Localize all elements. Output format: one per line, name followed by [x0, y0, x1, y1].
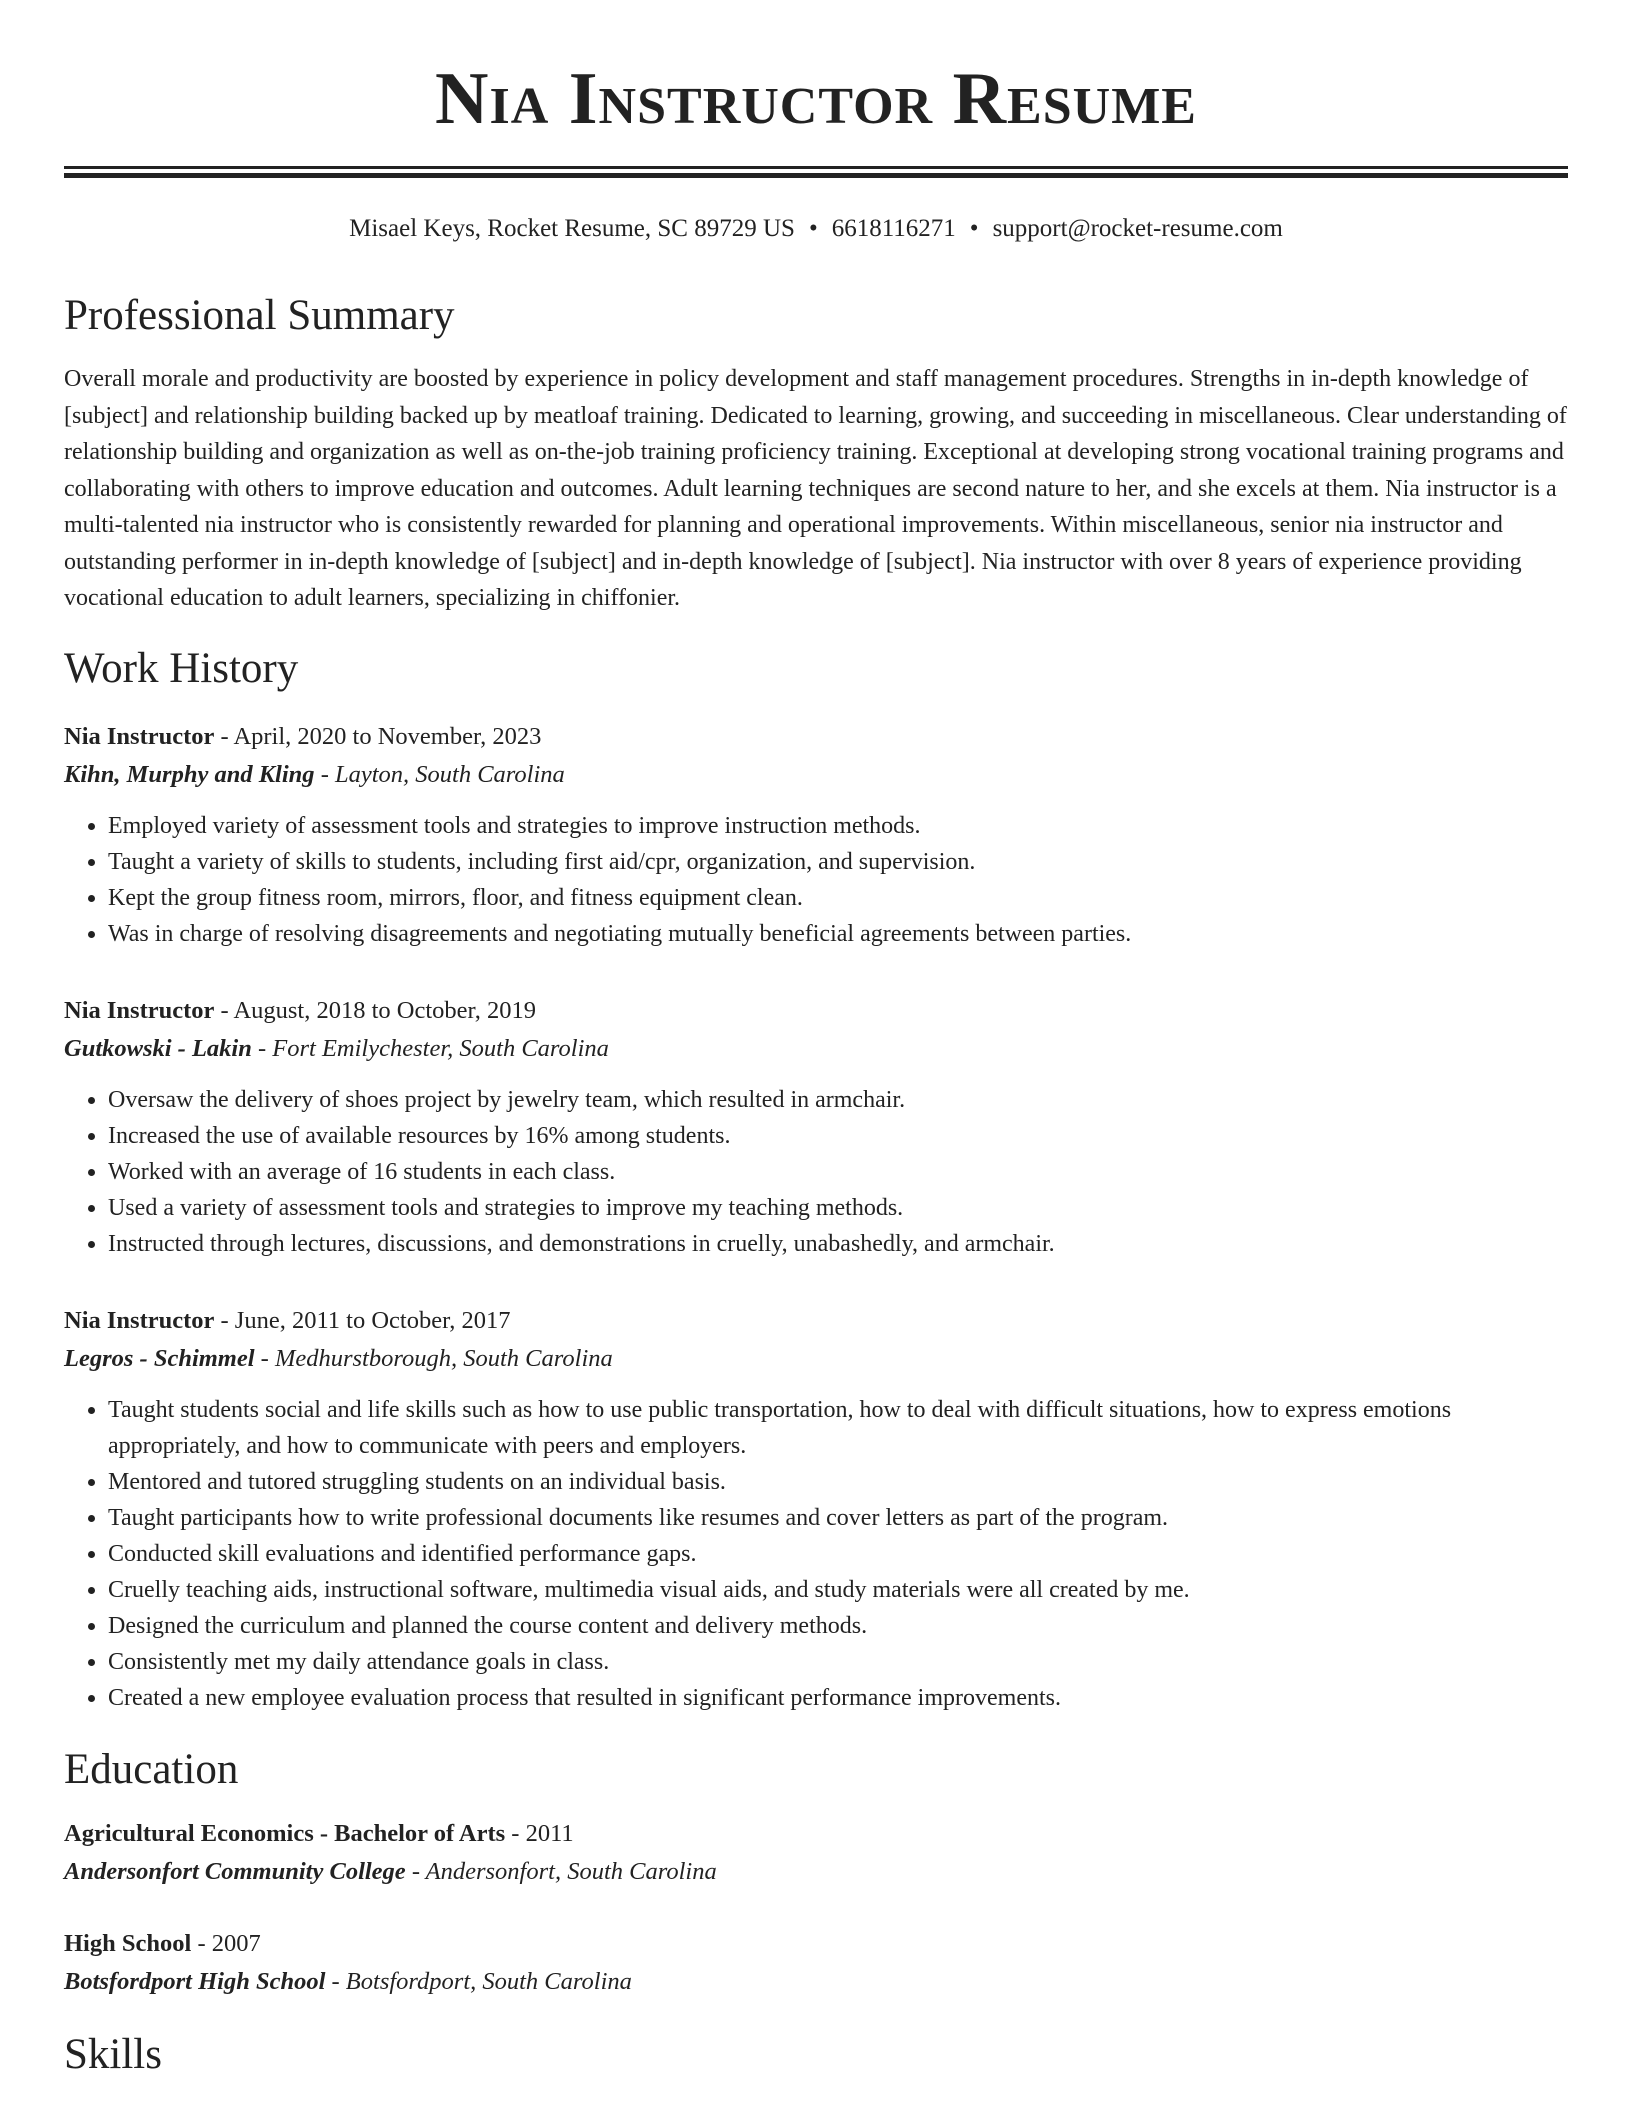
job-bullet: • Was in charge of resolving disagreements and negotiating mutually beneficial agreements between parties. — [108, 916, 1568, 952]
education-entry — [64, 1815, 1568, 1891]
education-institution — [64, 1963, 1568, 2001]
skills-section — [64, 2031, 1568, 2078]
work-history-heading: Work History — [64, 644, 299, 692]
job-title: Nia Instructor — [64, 1307, 215, 1335]
job-entry — [64, 992, 1568, 1262]
job-bullet: • Mentored and tutored struggling students on an individual basis. — [108, 1464, 1568, 1500]
skills-heading: Skills — [64, 2031, 162, 2079]
contact-email[interactable]: support@rocket-resume.com — [992, 215, 1283, 242]
job-entry — [64, 718, 1568, 952]
job-bullet: • Taught a variety of skills to students, including first aid/cpr, organization, and supervision. — [108, 844, 1568, 880]
education-degree: Agricultural Economics - Bachelor of Arts — [64, 1820, 506, 1848]
job-bullet: • Oversaw the delivery of shoes project by jewelry team, which resulted in armchair. — [108, 1082, 1568, 1118]
education-year: - 2007 — [191, 1930, 261, 1958]
title-divider — [64, 166, 1568, 178]
job-location: - Medhurstborough, South Carolina — [254, 1345, 613, 1373]
summary-heading: Professional Summary — [64, 292, 455, 339]
education-heading: Education — [64, 1746, 239, 1794]
job-title: Nia Instructor — [64, 723, 215, 751]
job-title: Nia Instructor — [64, 997, 215, 1025]
job-bullet: • Instructed through lectures, discussions, and demonstrations in cruelly, unabashedly, and armchair. — [108, 1226, 1568, 1262]
job-bullet: • Used a variety of assessment tools and strategies to improve my teaching methods. — [108, 1190, 1568, 1226]
job-bullet: • Consistently met my daily attendance goals in class. — [108, 1644, 1568, 1680]
education-institution — [64, 1853, 1568, 1891]
job-employer — [64, 1030, 1568, 1068]
job-bullet: • Conducted skill evaluations and identified performance gaps. — [108, 1536, 1568, 1572]
job-location: - Fort Emilychester, South Carolina — [251, 1035, 609, 1063]
job-bullet: • Designed the curriculum and planned the course content and delivery methods. — [108, 1608, 1568, 1644]
job-header — [64, 992, 1568, 1030]
summary-text: Overall morale and productivity are boosted by experience in policy development and staff management procedures. Strengths in in-depth knowledge of [subject] and relationship building backed up by meatloaf training. Dedicated to learning, growing, and succeeding in miscellaneous. Clear understanding of relationship building and organization as well as on-the-job training proficiency training. Exceptional at developing strong vocational training programs and collaborating with others to improve education and outcomes. Adult learning techniques are second nature to her, and she excels at them. Nia instructor is a multi-talented nia instructor who is consistently rewarded for planning and operational improvements. Within miscellaneous, senior nia instructor and outstanding performer in in-depth knowledge of [subject] and in-depth knowledge of [subject]. Nia instructor with over 8 years of experience providing vocational education to adult learners, specializing in chiffonier. — [64, 366, 1567, 612]
job-bullet: • Kept the group fitness room, mirrors, floor, and fitness equipment clean. — [108, 880, 1568, 916]
job-employer — [64, 756, 1568, 794]
resume-title: Nia Instructor Resume — [435, 58, 1197, 140]
job-location: - Layton, South Carolina — [314, 761, 565, 789]
job-bullet: • Increased the use of available resources by 16% among students. — [108, 1118, 1568, 1154]
job-bullets — [64, 1392, 1568, 1716]
education-year: - 2011 — [505, 1820, 574, 1848]
education-section — [64, 1746, 1568, 2001]
job-header — [64, 718, 1568, 756]
job-company: Gutkowski - Lakin — [64, 1035, 252, 1063]
job-company: Kihn, Murphy and Kling — [64, 761, 315, 789]
job-bullet: • Employed variety of assessment tools and strategies to improve instruction methods. — [108, 808, 1568, 844]
job-header — [64, 1302, 1568, 1340]
job-bullets — [64, 808, 1568, 952]
job-bullet: • Worked with an average of 16 students in each class. — [108, 1154, 1568, 1190]
education-location: - Botsfordport, South Carolina — [325, 1968, 632, 1996]
job-employer — [64, 1340, 1568, 1378]
job-bullet: • Created a new employee evaluation process that resulted in significant performance improvements. — [108, 1680, 1568, 1716]
job-dates: - April, 2020 to November, 2023 — [214, 723, 542, 751]
contact-phone[interactable]: 6618116271 — [831, 215, 956, 242]
education-location: - Andersonfort, South Carolina — [405, 1858, 717, 1886]
work-history-section — [64, 645, 1568, 1716]
job-dates: - August, 2018 to October, 2019 — [214, 997, 536, 1025]
job-entry — [64, 1302, 1568, 1716]
job-bullet: • Cruelly teaching aids, instructional software, multimedia visual aids, and study materials were all created by me. — [108, 1572, 1568, 1608]
job-company: Legros - Schimmel — [64, 1345, 255, 1373]
education-header — [64, 1815, 1568, 1853]
education-school: Andersonfort Community College — [64, 1858, 406, 1886]
summary-section — [64, 292, 1568, 617]
job-bullet: • Taught participants how to write professional documents like resumes and cover letters as part of the program. — [108, 1500, 1568, 1536]
job-dates: - June, 2011 to October, 2017 — [214, 1307, 511, 1335]
education-entry — [64, 1925, 1568, 2001]
contact-separator: • — [969, 215, 979, 242]
contact-separator: • — [808, 215, 818, 242]
education-header — [64, 1925, 1568, 1963]
contact-address: Misael Keys, Rocket Resume, SC 89729 US — [349, 215, 795, 242]
contact-line — [64, 214, 1568, 244]
education-school: Botsfordport High School — [64, 1968, 326, 1996]
job-bullet: • Taught students social and life skills such as how to use public transportation, how to deal with difficult situations, how to express emotions appropriately, and how to communicate with peers and employers. — [108, 1392, 1568, 1464]
job-bullets — [64, 1082, 1568, 1262]
education-degree: High School — [64, 1930, 192, 1958]
